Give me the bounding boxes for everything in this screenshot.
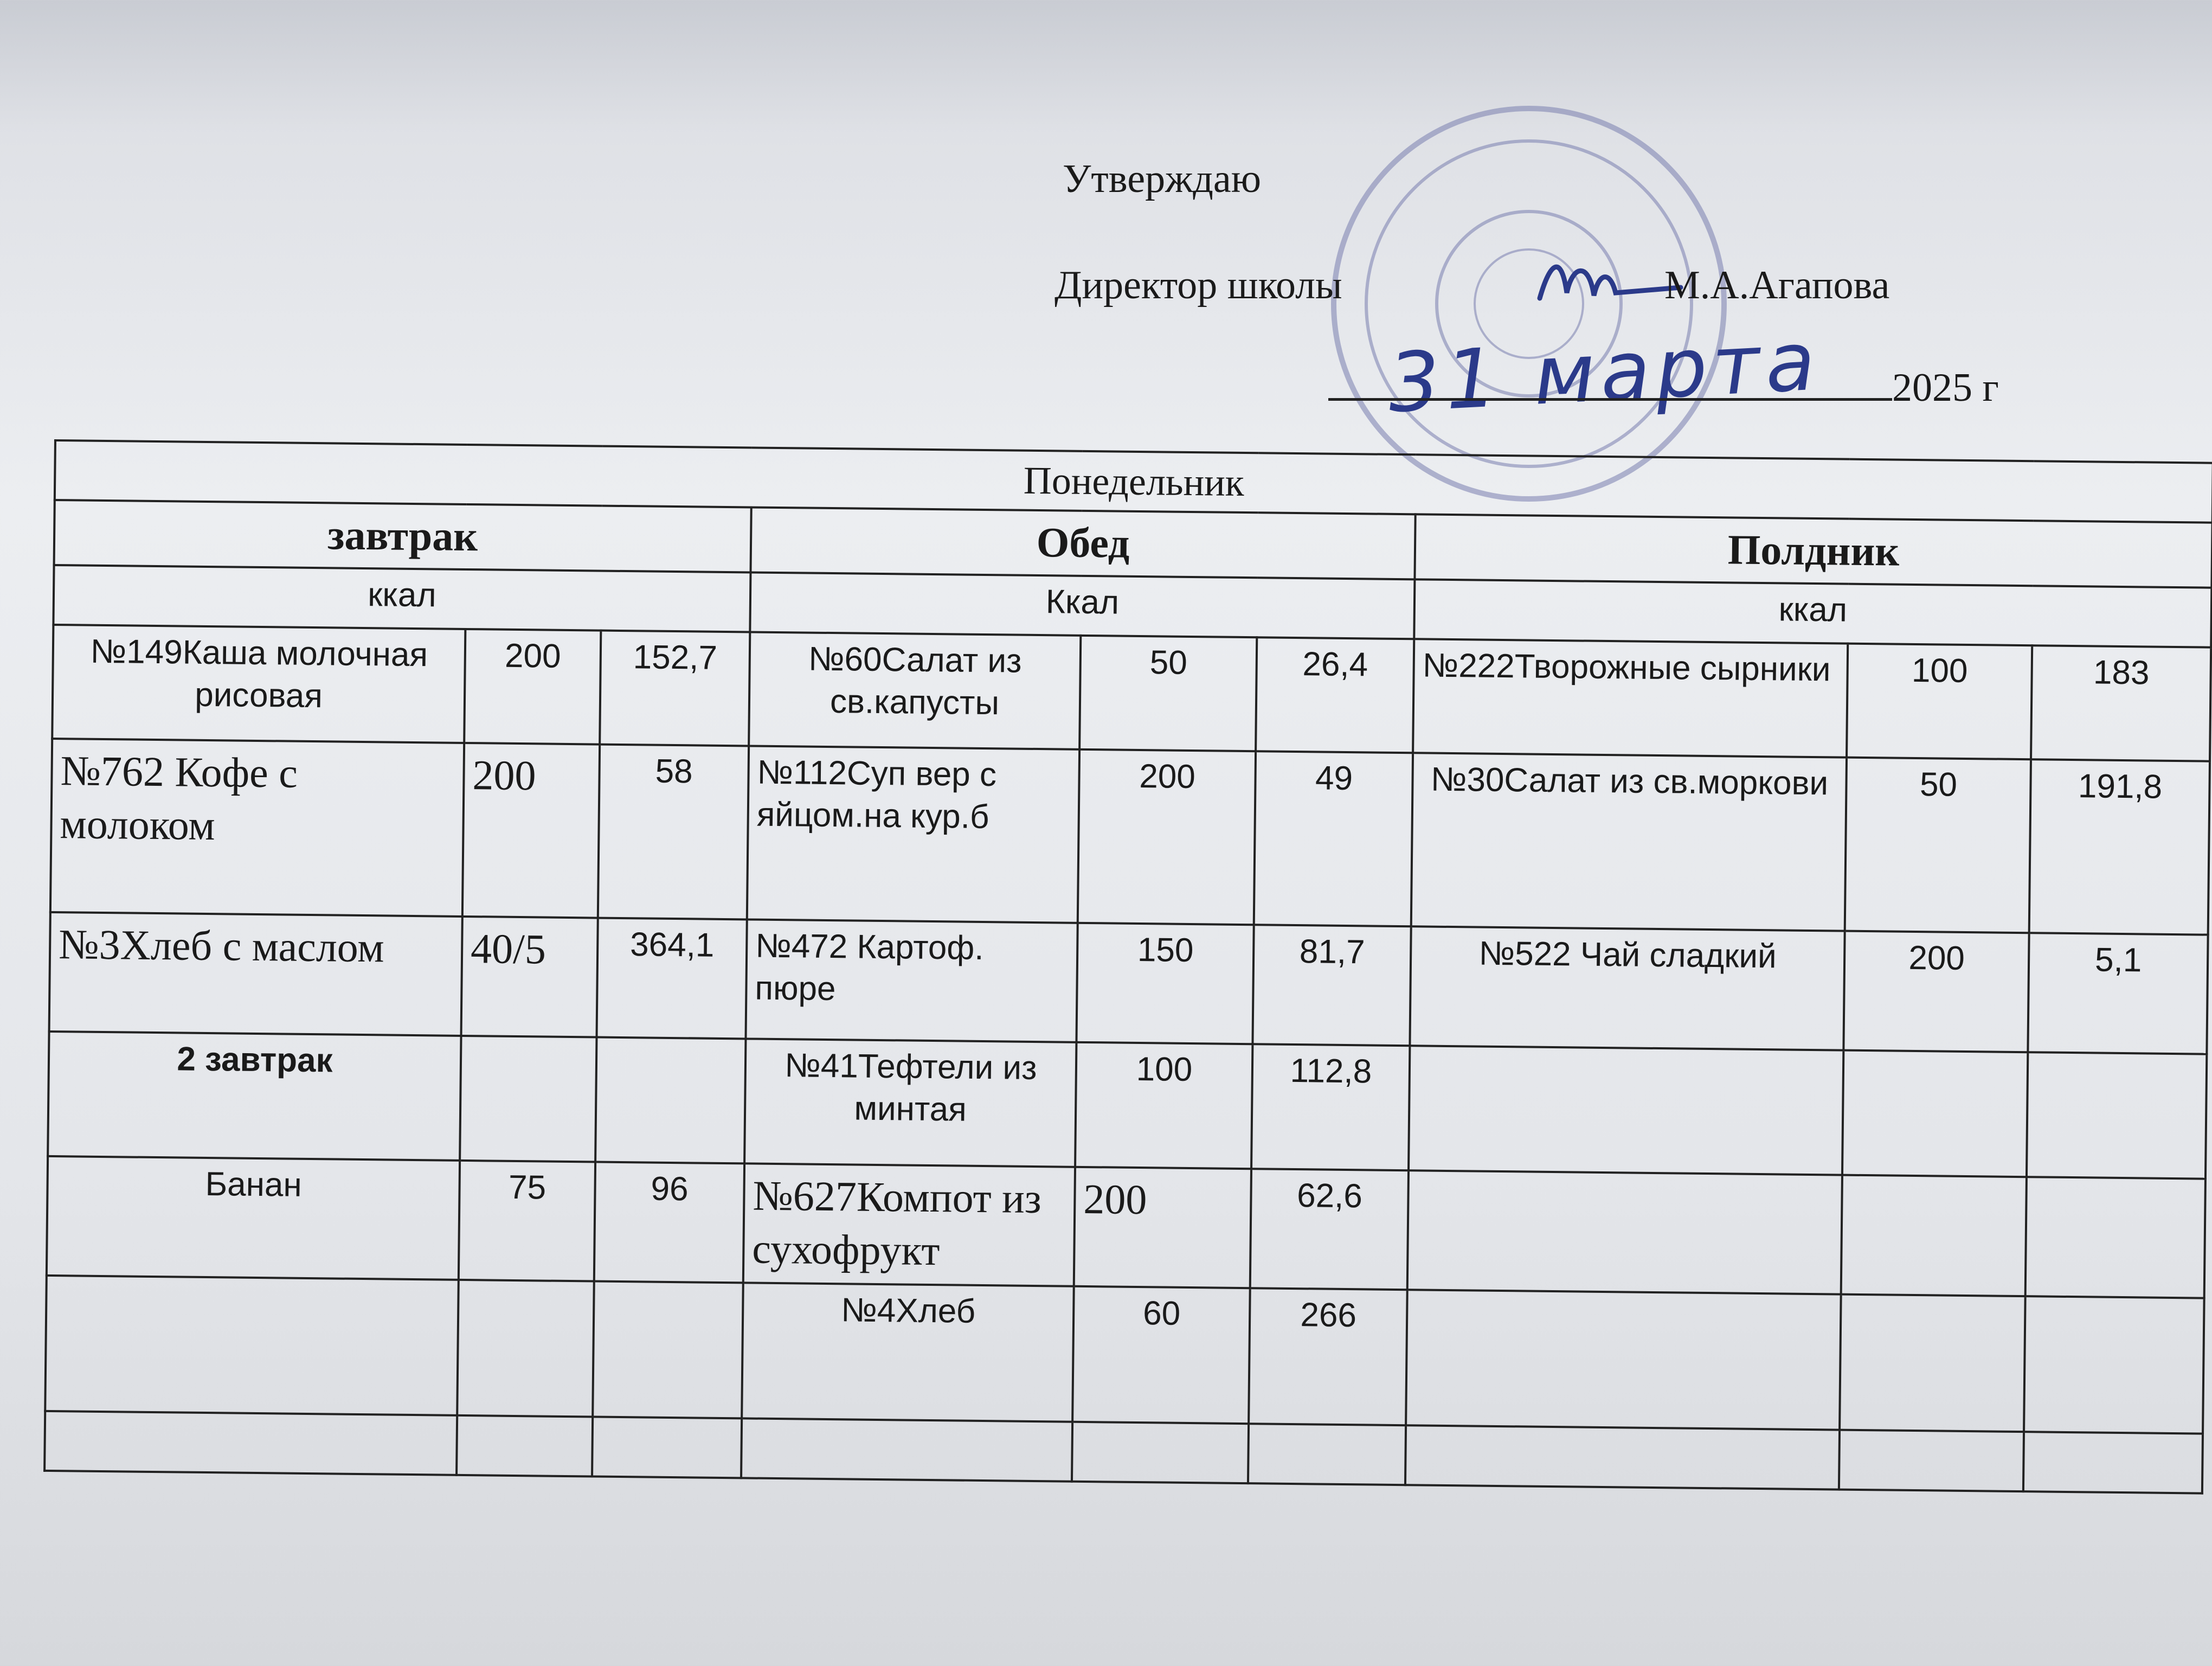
table-cell <box>2024 1296 2204 1433</box>
date-underline <box>1328 360 1892 401</box>
table-cell: 81,7 <box>1252 925 1411 1046</box>
date-year: 2025 г <box>1892 366 1999 410</box>
table-cell <box>457 1280 594 1417</box>
table-cell: 150 <box>1076 923 1253 1044</box>
unit-snack: ккал <box>1414 579 2211 647</box>
table-row <box>47 1156 2205 1298</box>
table-cell: 200 <box>1074 1167 1251 1288</box>
table-row <box>49 912 2208 1054</box>
table-cell: 60 <box>1072 1286 1250 1424</box>
table-cell: 183 <box>2031 645 2211 761</box>
meal-breakfast: завтрак <box>54 500 751 572</box>
table-cell <box>1407 1170 1842 1294</box>
table-cell: №627Компот из сухофрукт <box>743 1163 1075 1286</box>
table-cell: Банан <box>47 1156 460 1280</box>
table-cell: 266 <box>1249 1288 1407 1425</box>
table-cell: 96 <box>594 1162 744 1283</box>
table-cell: №112Суп вер с яйцом.на кур.б <box>747 746 1079 922</box>
unit-lunch: Ккал <box>750 572 1414 639</box>
table-cell <box>1405 1425 1840 1489</box>
table-cell: №4Хлеб <box>742 1283 1074 1421</box>
table-cell: №522 Чай сладкий <box>1410 926 1844 1050</box>
approve-title: Утверждаю <box>1063 157 1261 201</box>
table-cell: 112,8 <box>1251 1044 1410 1170</box>
table-cell: 200 <box>1843 931 2029 1053</box>
table-row <box>52 625 2211 761</box>
table-cell: 26,4 <box>1256 637 1414 753</box>
day-header: Понедельник <box>55 440 2212 523</box>
table-cell <box>2027 1052 2207 1178</box>
table-cell <box>45 1276 459 1415</box>
table-cell <box>1839 1430 2024 1492</box>
table-cell <box>741 1418 1072 1481</box>
table-row <box>45 1276 2204 1434</box>
director-label <box>1054 262 1613 309</box>
table-cell: 200 <box>464 629 601 745</box>
table-cell: 152,7 <box>600 631 750 746</box>
table-cell: №60Салат из св.капусты <box>749 632 1081 749</box>
table-cell <box>593 1281 743 1419</box>
director-label-text: Директор школы <box>1054 263 1342 307</box>
table-cell: №762 Кофе с молоком <box>50 739 464 917</box>
table-cell <box>456 1415 593 1477</box>
table-cell: №472 Картоф. пюре <box>745 919 1077 1042</box>
table-cell: 50 <box>1079 636 1257 751</box>
table-cell: 100 <box>1075 1042 1252 1169</box>
table-cell: 364,1 <box>597 918 747 1039</box>
table-cell: №222Творожные сырники <box>1413 639 1848 757</box>
handwritten-date: 31 марта <box>1385 314 1823 431</box>
table-cell <box>1842 1050 2028 1177</box>
table-cell: 49 <box>1254 751 1413 926</box>
table-cell: №149Каша молочная рисовая <box>52 625 465 743</box>
table-cell <box>2025 1177 2205 1298</box>
table-cell: 50 <box>1845 758 2031 933</box>
table-cell: 100 <box>1847 644 2032 760</box>
table-cell: №30Салат из св.моркови <box>1411 753 1847 931</box>
meal-snack: Полдник <box>1414 514 2212 587</box>
menu-table <box>43 439 2212 1495</box>
table-cell <box>1841 1175 2027 1297</box>
table-cell: 200 <box>462 743 600 918</box>
date-line <box>1328 360 1999 411</box>
meal-lunch: Обед <box>751 507 1416 579</box>
table-cell: 5,1 <box>2028 933 2208 1054</box>
table-cell <box>1248 1424 1406 1485</box>
table-cell: 2 завтрак <box>48 1031 461 1161</box>
table-cell: 40/5 <box>461 917 598 1037</box>
unit-breakfast: ккал <box>53 565 750 632</box>
table-cell: 75 <box>459 1161 595 1281</box>
table-cell: №41Тефтели из минтая <box>744 1039 1076 1167</box>
table-cell <box>592 1417 742 1478</box>
table-cell: 58 <box>598 745 749 920</box>
table-row <box>50 739 2210 935</box>
table-cell <box>460 1036 596 1162</box>
table-cell: 191,8 <box>2029 759 2210 934</box>
table-row <box>48 1031 2207 1179</box>
table-cell: №3Хлеб с маслом <box>49 912 462 1036</box>
table-cell: 200 <box>1078 749 1256 925</box>
director-name: М.А.Агапова <box>1664 263 1890 307</box>
table-cell <box>1840 1295 2025 1432</box>
table-cell <box>44 1411 457 1475</box>
table-cell <box>595 1037 745 1164</box>
table-cell <box>1072 1422 1249 1483</box>
table-cell <box>2023 1432 2203 1493</box>
table-cell <box>1409 1046 1843 1175</box>
table-cell <box>1406 1290 1841 1430</box>
table-cell: 62,6 <box>1250 1169 1409 1290</box>
